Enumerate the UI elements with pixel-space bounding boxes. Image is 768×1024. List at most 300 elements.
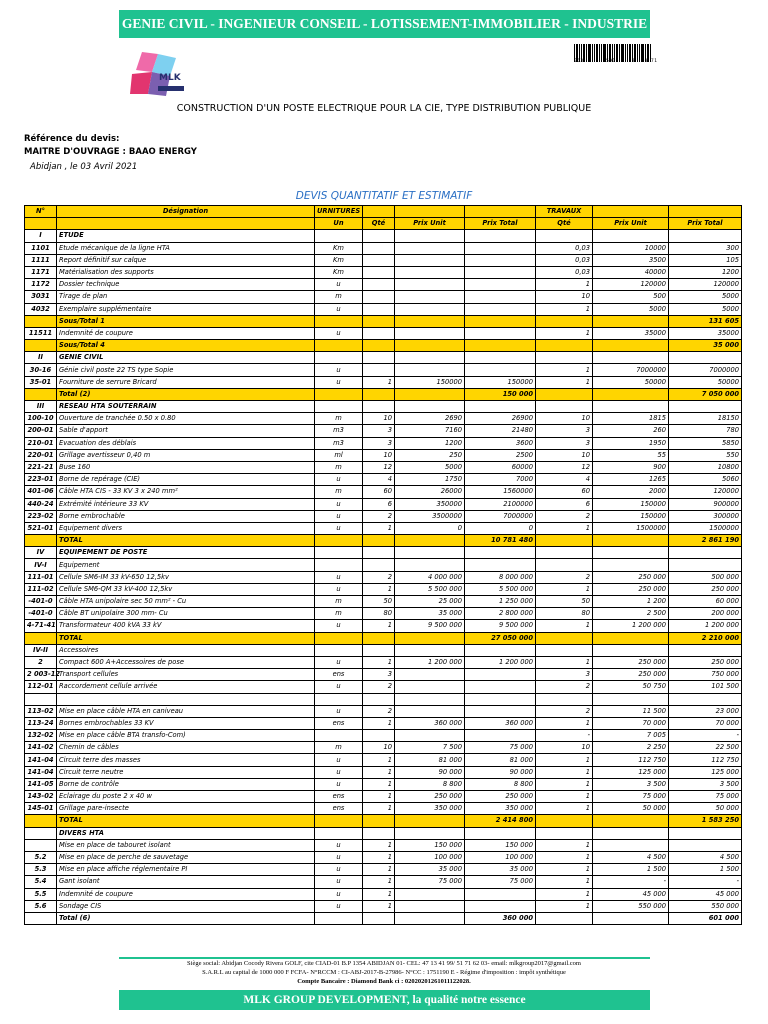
table-cell: Compact 600 A+Accessoires de pose — [57, 656, 315, 668]
table-row — [25, 437, 742, 449]
table-cell: 100 000 — [395, 851, 465, 863]
table-cell: 1 200 000 — [669, 620, 742, 632]
table-cell — [593, 632, 669, 644]
table-header-row — [25, 218, 742, 230]
table-cell: 125 000 — [669, 766, 742, 778]
table-cell: 60 000 — [669, 596, 742, 608]
table-cell: 112 750 — [669, 754, 742, 766]
table-cell: u — [315, 754, 363, 766]
table-cell: 521-01 — [25, 522, 57, 534]
table-cell: m — [315, 486, 363, 498]
table-cell: Total (2) — [57, 388, 315, 400]
table-cell: TOTAL — [57, 535, 315, 547]
document-date: Abidjan , le 03 Avril 2021 — [30, 162, 138, 172]
table-cell: Cellule SM6-QM 33 kV-400 12,5kv — [57, 583, 315, 595]
table-cell: 50 — [363, 596, 395, 608]
table-cell — [57, 218, 315, 230]
table-row — [25, 547, 742, 559]
table-cell: 5000 — [669, 291, 742, 303]
table-cell — [395, 912, 465, 924]
table-cell: 21480 — [465, 425, 536, 437]
table-cell: m — [315, 413, 363, 425]
table-cell — [465, 900, 536, 912]
table-cell: Report définitif sur calque — [57, 254, 315, 266]
table-cell: - — [669, 876, 742, 888]
table-cell: 1 200 000 — [395, 656, 465, 668]
table-cell: ETUDE — [57, 230, 315, 242]
table-row — [25, 230, 742, 242]
table-row — [25, 571, 742, 583]
table-cell: 60000 — [465, 461, 536, 473]
table-cell: 70 000 — [669, 717, 742, 729]
table-cell: 1 — [536, 279, 593, 291]
table-cell: Câble HTA unipolaire sec 50 mm² - Cu — [57, 596, 315, 608]
table-cell: - — [669, 730, 742, 742]
table-cell: 50 — [536, 596, 593, 608]
table-cell: 223-02 — [25, 510, 57, 522]
table-cell: 5000 — [669, 303, 742, 315]
table-cell: Borne de contrôle — [57, 778, 315, 790]
table-cell: Equipement — [57, 559, 315, 571]
table-row — [25, 413, 742, 425]
table-row — [25, 742, 742, 754]
table-cell: u — [315, 876, 363, 888]
table-row — [25, 620, 742, 632]
table-cell: 150000 — [465, 376, 536, 388]
table-cell: 81 000 — [465, 754, 536, 766]
table-cell: 360 000 — [465, 912, 536, 924]
table-cell: 7 050 000 — [669, 388, 742, 400]
table-row — [25, 498, 742, 510]
table-cell: 4032 — [25, 303, 57, 315]
table-cell: 112 750 — [593, 754, 669, 766]
table-cell — [465, 644, 536, 656]
table-cell: m — [315, 291, 363, 303]
table-cell — [25, 388, 57, 400]
table-row — [25, 242, 742, 254]
table-cell: RESEAU HTA SOUTERRAIN — [57, 401, 315, 413]
table-cell — [593, 340, 669, 352]
table-cell — [25, 839, 57, 851]
table-cell: u — [315, 656, 363, 668]
table-cell: 1172 — [25, 279, 57, 291]
table-cell: 1 — [536, 876, 593, 888]
table-cell: Dossier technique — [57, 279, 315, 291]
table-row — [25, 535, 742, 547]
table-cell: 7 005 — [593, 730, 669, 742]
table-cell: Transformateur 400 kVA 33 kV — [57, 620, 315, 632]
table-cell: 10 — [536, 449, 593, 461]
table-cell — [25, 693, 57, 705]
table-cell — [363, 693, 395, 705]
table-cell: 1 — [363, 851, 395, 863]
table-cell: TRAVAUX — [536, 206, 593, 218]
table-cell: 60 — [363, 486, 395, 498]
table-cell: 10 — [536, 291, 593, 303]
table-cell: 132-02 — [25, 730, 57, 742]
table-cell — [465, 559, 536, 571]
table-cell: - — [593, 876, 669, 888]
table-cell: 3 — [363, 437, 395, 449]
table-cell: 1 — [536, 766, 593, 778]
table-cell: Un — [315, 218, 363, 230]
table-row — [25, 839, 742, 851]
table-cell — [25, 218, 57, 230]
table-cell: 750 000 — [669, 669, 742, 681]
table-cell: 250 000 — [593, 669, 669, 681]
table-cell — [395, 730, 465, 742]
table-cell: 250 — [395, 449, 465, 461]
table-cell: Transport cellules — [57, 669, 315, 681]
table-cell — [465, 888, 536, 900]
table-cell: 1265 — [593, 474, 669, 486]
table-row — [25, 693, 742, 705]
table-cell: 45 000 — [669, 888, 742, 900]
table-cell: 18150 — [669, 413, 742, 425]
table-cell — [593, 388, 669, 400]
table-cell: 0,03 — [536, 266, 593, 278]
table-row — [25, 888, 742, 900]
table-cell: 4 — [363, 474, 395, 486]
table-cell: -401-0 — [25, 608, 57, 620]
table-cell: 1 — [363, 754, 395, 766]
table-cell: URNITURES — [315, 206, 363, 218]
table-cell: 1 — [536, 864, 593, 876]
table-cell: Câble BT unipolaire 300 mm- Cu — [57, 608, 315, 620]
table-cell: 50 000 — [593, 803, 669, 815]
table-row — [25, 474, 742, 486]
table-cell: 1950 — [593, 437, 669, 449]
table-cell: 350 000 — [465, 803, 536, 815]
table-cell: 401-06 — [25, 486, 57, 498]
table-cell — [395, 827, 465, 839]
table-cell: 105 — [669, 254, 742, 266]
table-row — [25, 401, 742, 413]
table-cell: IV-I — [25, 559, 57, 571]
table-cell: 780 — [669, 425, 742, 437]
table-cell: 0 — [465, 522, 536, 534]
table-cell: 10 781 480 — [465, 535, 536, 547]
table-cell: 10 — [536, 742, 593, 754]
table-cell: Qté — [363, 218, 395, 230]
table-cell: 223-01 — [25, 474, 57, 486]
footer-slogan: MLK GROUP DEVELOPMENT, la qualité notre essence — [119, 990, 650, 1010]
table-cell: 5 500 000 — [395, 583, 465, 595]
table-cell: Grillage pare-insecte — [57, 803, 315, 815]
company-logo — [128, 50, 190, 102]
table-cell: Mise en place câble BTA transfo-Com) — [57, 730, 315, 742]
table-cell: 143-02 — [25, 791, 57, 803]
table-cell — [363, 315, 395, 327]
table-cell — [593, 206, 669, 218]
table-cell: DIVERS HTA — [57, 827, 315, 839]
table-cell: EQUIPEMENT DE POSTE — [57, 547, 315, 559]
table-row — [25, 608, 742, 620]
table-cell: ml — [315, 449, 363, 461]
table-cell — [669, 839, 742, 851]
table-cell: 2 — [363, 571, 395, 583]
table-row — [25, 705, 742, 717]
table-cell: 7000000 — [669, 364, 742, 376]
table-cell: 75 000 — [395, 876, 465, 888]
table-row — [25, 315, 742, 327]
table-cell: 250 000 — [593, 583, 669, 595]
table-cell: Ouverture de tranchée 0.50 x 0.80 — [57, 413, 315, 425]
table-cell: 1 — [536, 522, 593, 534]
table-cell — [465, 254, 536, 266]
table-cell: 150 000 — [395, 839, 465, 851]
table-cell — [593, 912, 669, 924]
table-cell: u — [315, 364, 363, 376]
table-cell: 1171 — [25, 266, 57, 278]
table-cell: Prix Total — [465, 218, 536, 230]
table-cell — [363, 254, 395, 266]
table-cell — [315, 559, 363, 571]
table-cell — [25, 912, 57, 924]
table-cell: 5.3 — [25, 864, 57, 876]
table-cell — [669, 559, 742, 571]
table-cell: 1 — [363, 583, 395, 595]
table-cell: 9 500 000 — [395, 620, 465, 632]
table-cell — [363, 644, 395, 656]
table-cell: 3 500 — [669, 778, 742, 790]
table-cell: 5.2 — [25, 851, 57, 863]
table-cell — [669, 352, 742, 364]
table-cell: Borne embrochable — [57, 510, 315, 522]
table-cell — [315, 632, 363, 644]
table-cell: 3 — [536, 437, 593, 449]
table-row — [25, 486, 742, 498]
table-cell — [536, 632, 593, 644]
table-cell: 601 000 — [669, 912, 742, 924]
table-cell: 5000 — [593, 303, 669, 315]
table-cell: 1 — [363, 900, 395, 912]
table-cell: 1 — [536, 803, 593, 815]
table-cell — [363, 827, 395, 839]
table-cell — [536, 352, 593, 364]
table-cell: 60 — [536, 486, 593, 498]
table-cell: Equipement divers — [57, 522, 315, 534]
table-cell: 350000 — [395, 498, 465, 510]
table-cell — [395, 388, 465, 400]
table-cell: Sondage CIS — [57, 900, 315, 912]
table-cell: u — [315, 279, 363, 291]
table-cell: 4-71-41 — [25, 620, 57, 632]
table-cell: 1 583 250 — [669, 815, 742, 827]
table-cell — [669, 230, 742, 242]
table-row — [25, 717, 742, 729]
table-cell: I — [25, 230, 57, 242]
table-row — [25, 510, 742, 522]
table-cell: ens — [315, 803, 363, 815]
table-cell: Total (6) — [57, 912, 315, 924]
table-cell: 35 000 — [395, 864, 465, 876]
table-cell — [395, 279, 465, 291]
table-cell — [25, 535, 57, 547]
table-cell — [395, 632, 465, 644]
table-cell — [363, 912, 395, 924]
table-cell: 35000 — [593, 327, 669, 339]
table-cell: Evacuation des déblais — [57, 437, 315, 449]
table-cell: GENIE CIVIL — [57, 352, 315, 364]
table-cell — [465, 730, 536, 742]
table-cell: 80 — [536, 608, 593, 620]
table-cell: 111-01 — [25, 571, 57, 583]
table-cell: 81 000 — [395, 754, 465, 766]
table-cell: 4 000 000 — [395, 571, 465, 583]
table-cell: 10 — [536, 413, 593, 425]
table-row — [25, 912, 742, 924]
table-row — [25, 656, 742, 668]
table-cell: 3500 — [593, 254, 669, 266]
table-cell — [315, 388, 363, 400]
table-cell: 8 800 — [395, 778, 465, 790]
table-cell — [593, 352, 669, 364]
table-cell: 2 — [363, 705, 395, 717]
table-cell: Km — [315, 242, 363, 254]
table-cell: 35-01 — [25, 376, 57, 388]
table-cell: 2000 — [593, 486, 669, 498]
table-cell: Indemnité de coupure — [57, 888, 315, 900]
table-cell — [315, 644, 363, 656]
table-cell: Grillage avertisseur 0,40 m — [57, 449, 315, 461]
table-cell: u — [315, 888, 363, 900]
table-cell: 2100000 — [465, 498, 536, 510]
table-cell: 9 500 000 — [465, 620, 536, 632]
table-cell: u — [315, 851, 363, 863]
table-cell — [395, 242, 465, 254]
footer-address: Siège social: Abidjan Cocody Rivera GOLF, cite CIAD-01 B.P 1354 ABIDJAN 01- CEL: 47 13 41 99/ 51 71 62 03- email: mlkgroup2017@gmail.com — [187, 960, 581, 967]
table-cell — [363, 547, 395, 559]
table-cell: Gant isolant — [57, 876, 315, 888]
table-cell: 1500000 — [593, 522, 669, 534]
table-cell — [315, 912, 363, 924]
table-cell — [363, 279, 395, 291]
table-cell: u — [315, 620, 363, 632]
table-cell: 50 000 — [669, 803, 742, 815]
table-cell: 113-02 — [25, 705, 57, 717]
table-cell: 4 500 — [669, 851, 742, 863]
table-cell: 1815 — [593, 413, 669, 425]
table-cell: Prix Unit — [593, 218, 669, 230]
document-title: CONSTRUCTION D'UN POSTE ELECTRIQUE POUR LA CIE, TYPE DISTRIBUTION PUBLIQUE — [176, 103, 592, 114]
quote-table — [24, 205, 742, 925]
table-cell: 6 — [363, 498, 395, 510]
table-row — [25, 583, 742, 595]
table-cell — [363, 230, 395, 242]
table-cell: Exemplaire supplémentaire — [57, 303, 315, 315]
table-cell: 8 000 000 — [465, 571, 536, 583]
table-cell: u — [315, 681, 363, 693]
table-cell: 100-10 — [25, 413, 57, 425]
table-cell — [395, 401, 465, 413]
table-cell: 35000 — [669, 327, 742, 339]
table-cell: 550 — [669, 449, 742, 461]
table-cell: Désignation — [57, 206, 315, 218]
table-cell: 350 000 — [395, 803, 465, 815]
table-row — [25, 364, 742, 376]
table-cell: 1 500 — [593, 864, 669, 876]
table-cell — [465, 206, 536, 218]
table-cell: m3 — [315, 425, 363, 437]
table-cell — [536, 559, 593, 571]
table-cell: ens — [315, 717, 363, 729]
table-cell: u — [315, 583, 363, 595]
table-cell: 141-05 — [25, 778, 57, 790]
table-cell — [395, 340, 465, 352]
table-cell: 1111 — [25, 254, 57, 266]
table-cell — [465, 303, 536, 315]
table-cell: Tirage de plan — [57, 291, 315, 303]
table-cell — [363, 291, 395, 303]
table-cell: 2 — [363, 510, 395, 522]
table-cell — [395, 266, 465, 278]
table-cell: u — [315, 303, 363, 315]
table-cell: Chemin de câbles — [57, 742, 315, 754]
table-cell: 2690 — [395, 413, 465, 425]
table-cell: 3031 — [25, 291, 57, 303]
table-cell: 900000 — [669, 498, 742, 510]
table-cell — [363, 535, 395, 547]
table-cell: 70 000 — [593, 717, 669, 729]
table-cell: m — [315, 608, 363, 620]
table-cell: N° — [25, 206, 57, 218]
table-cell — [669, 693, 742, 705]
table-row — [25, 766, 742, 778]
table-cell: Indemnité de coupure — [57, 327, 315, 339]
table-cell: 1 — [536, 791, 593, 803]
table-cell — [395, 681, 465, 693]
table-row — [25, 461, 742, 473]
table-cell: 12 — [363, 461, 395, 473]
table-cell: m — [315, 596, 363, 608]
table-cell: 1 — [363, 766, 395, 778]
table-cell: Matérialisation des supports — [57, 266, 315, 278]
table-cell: 26900 — [465, 413, 536, 425]
table-cell: 250 000 — [593, 656, 669, 668]
table-cell — [593, 644, 669, 656]
table-cell: Eclairage du poste 2 x 40 w — [57, 791, 315, 803]
table-cell: 1 — [363, 376, 395, 388]
table-cell — [536, 644, 593, 656]
table-cell — [465, 230, 536, 242]
table-cell — [315, 730, 363, 742]
table-cell: Bornes embrochables 33 KV — [57, 717, 315, 729]
table-cell: Circuit terre des masses — [57, 754, 315, 766]
table-cell: 1 — [536, 888, 593, 900]
table-cell: 3 — [536, 425, 593, 437]
table-cell — [669, 206, 742, 218]
table-cell — [25, 632, 57, 644]
table-cell: 1 250 000 — [465, 596, 536, 608]
table-cell — [395, 254, 465, 266]
table-cell — [593, 827, 669, 839]
table-row — [25, 791, 742, 803]
table-cell — [395, 352, 465, 364]
table-cell — [465, 693, 536, 705]
table-cell: Raccordement cellule arrivée — [57, 681, 315, 693]
table-cell: Km — [315, 254, 363, 266]
table-cell: 1 — [363, 522, 395, 534]
table-cell: 111-02 — [25, 583, 57, 595]
table-cell — [395, 559, 465, 571]
table-cell: 2500 — [465, 449, 536, 461]
barcode-number: 063 0591 18 0 71 — [574, 59, 658, 64]
table-cell: 8 800 — [465, 778, 536, 790]
table-cell: 150000 — [395, 376, 465, 388]
table-cell — [465, 669, 536, 681]
table-cell: ens — [315, 669, 363, 681]
